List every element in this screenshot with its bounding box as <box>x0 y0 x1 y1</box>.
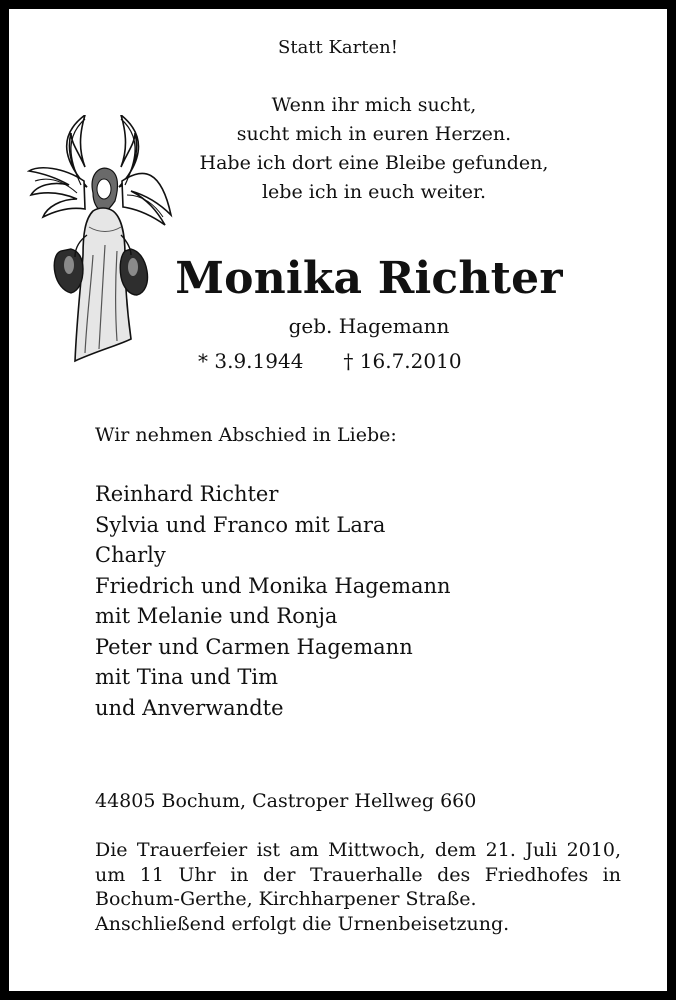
poem <box>159 91 589 207</box>
funeral-info <box>95 838 621 936</box>
birth-name: geb. Hagemann <box>288 314 450 338</box>
farewell-line: Wir nehmen Abschied in Liebe: <box>95 424 397 446</box>
poem-line: sucht mich in euren Herzen. <box>236 123 512 145</box>
mourner-line: Friedrich und Monika Hagemann <box>95 573 451 598</box>
funeral-line: Bochum-Gerthe, Kirchharpener Straße. <box>95 888 477 910</box>
mourner-line: Peter und Carmen Hagemann <box>95 634 413 659</box>
funeral-line: Anschließend erfolgt die Urnenbeisetzung. <box>95 912 510 935</box>
mourner-line: mit Melanie und Ronja <box>95 604 338 628</box>
death-date: † 16.7.2010 <box>343 349 462 373</box>
mourners-list <box>95 479 451 723</box>
poem-line: Wenn ihr mich sucht, <box>271 94 477 116</box>
address: 44805 Bochum, Castroper Hellweg 660 <box>95 790 477 812</box>
mourner-line: und Anverwandte <box>95 695 284 720</box>
poem-line: lebe ich in euch weiter. <box>261 181 486 203</box>
deceased-name: Monika Richter <box>175 253 563 304</box>
mourner-line: Reinhard Richter <box>95 482 279 506</box>
life-dates <box>198 349 462 373</box>
mourner-line: Charly <box>95 543 166 567</box>
header-text: Statt Karten! <box>278 37 398 58</box>
funeral-line: Die Trauerfeier ist am Mittwoch, dem 21. Juli 2010, <box>95 839 621 861</box>
mourner-line: Sylvia und Franco mit Lara <box>95 512 386 537</box>
funeral-line: um 11 Uhr in der Trauerhalle des Friedhofes in <box>95 863 621 886</box>
birth-date: * 3.9.1944 <box>198 349 304 373</box>
poem-line: Habe ich dort eine Bleibe gefunden, <box>199 152 549 174</box>
mourner-line: mit Tina und Tim <box>95 665 278 689</box>
